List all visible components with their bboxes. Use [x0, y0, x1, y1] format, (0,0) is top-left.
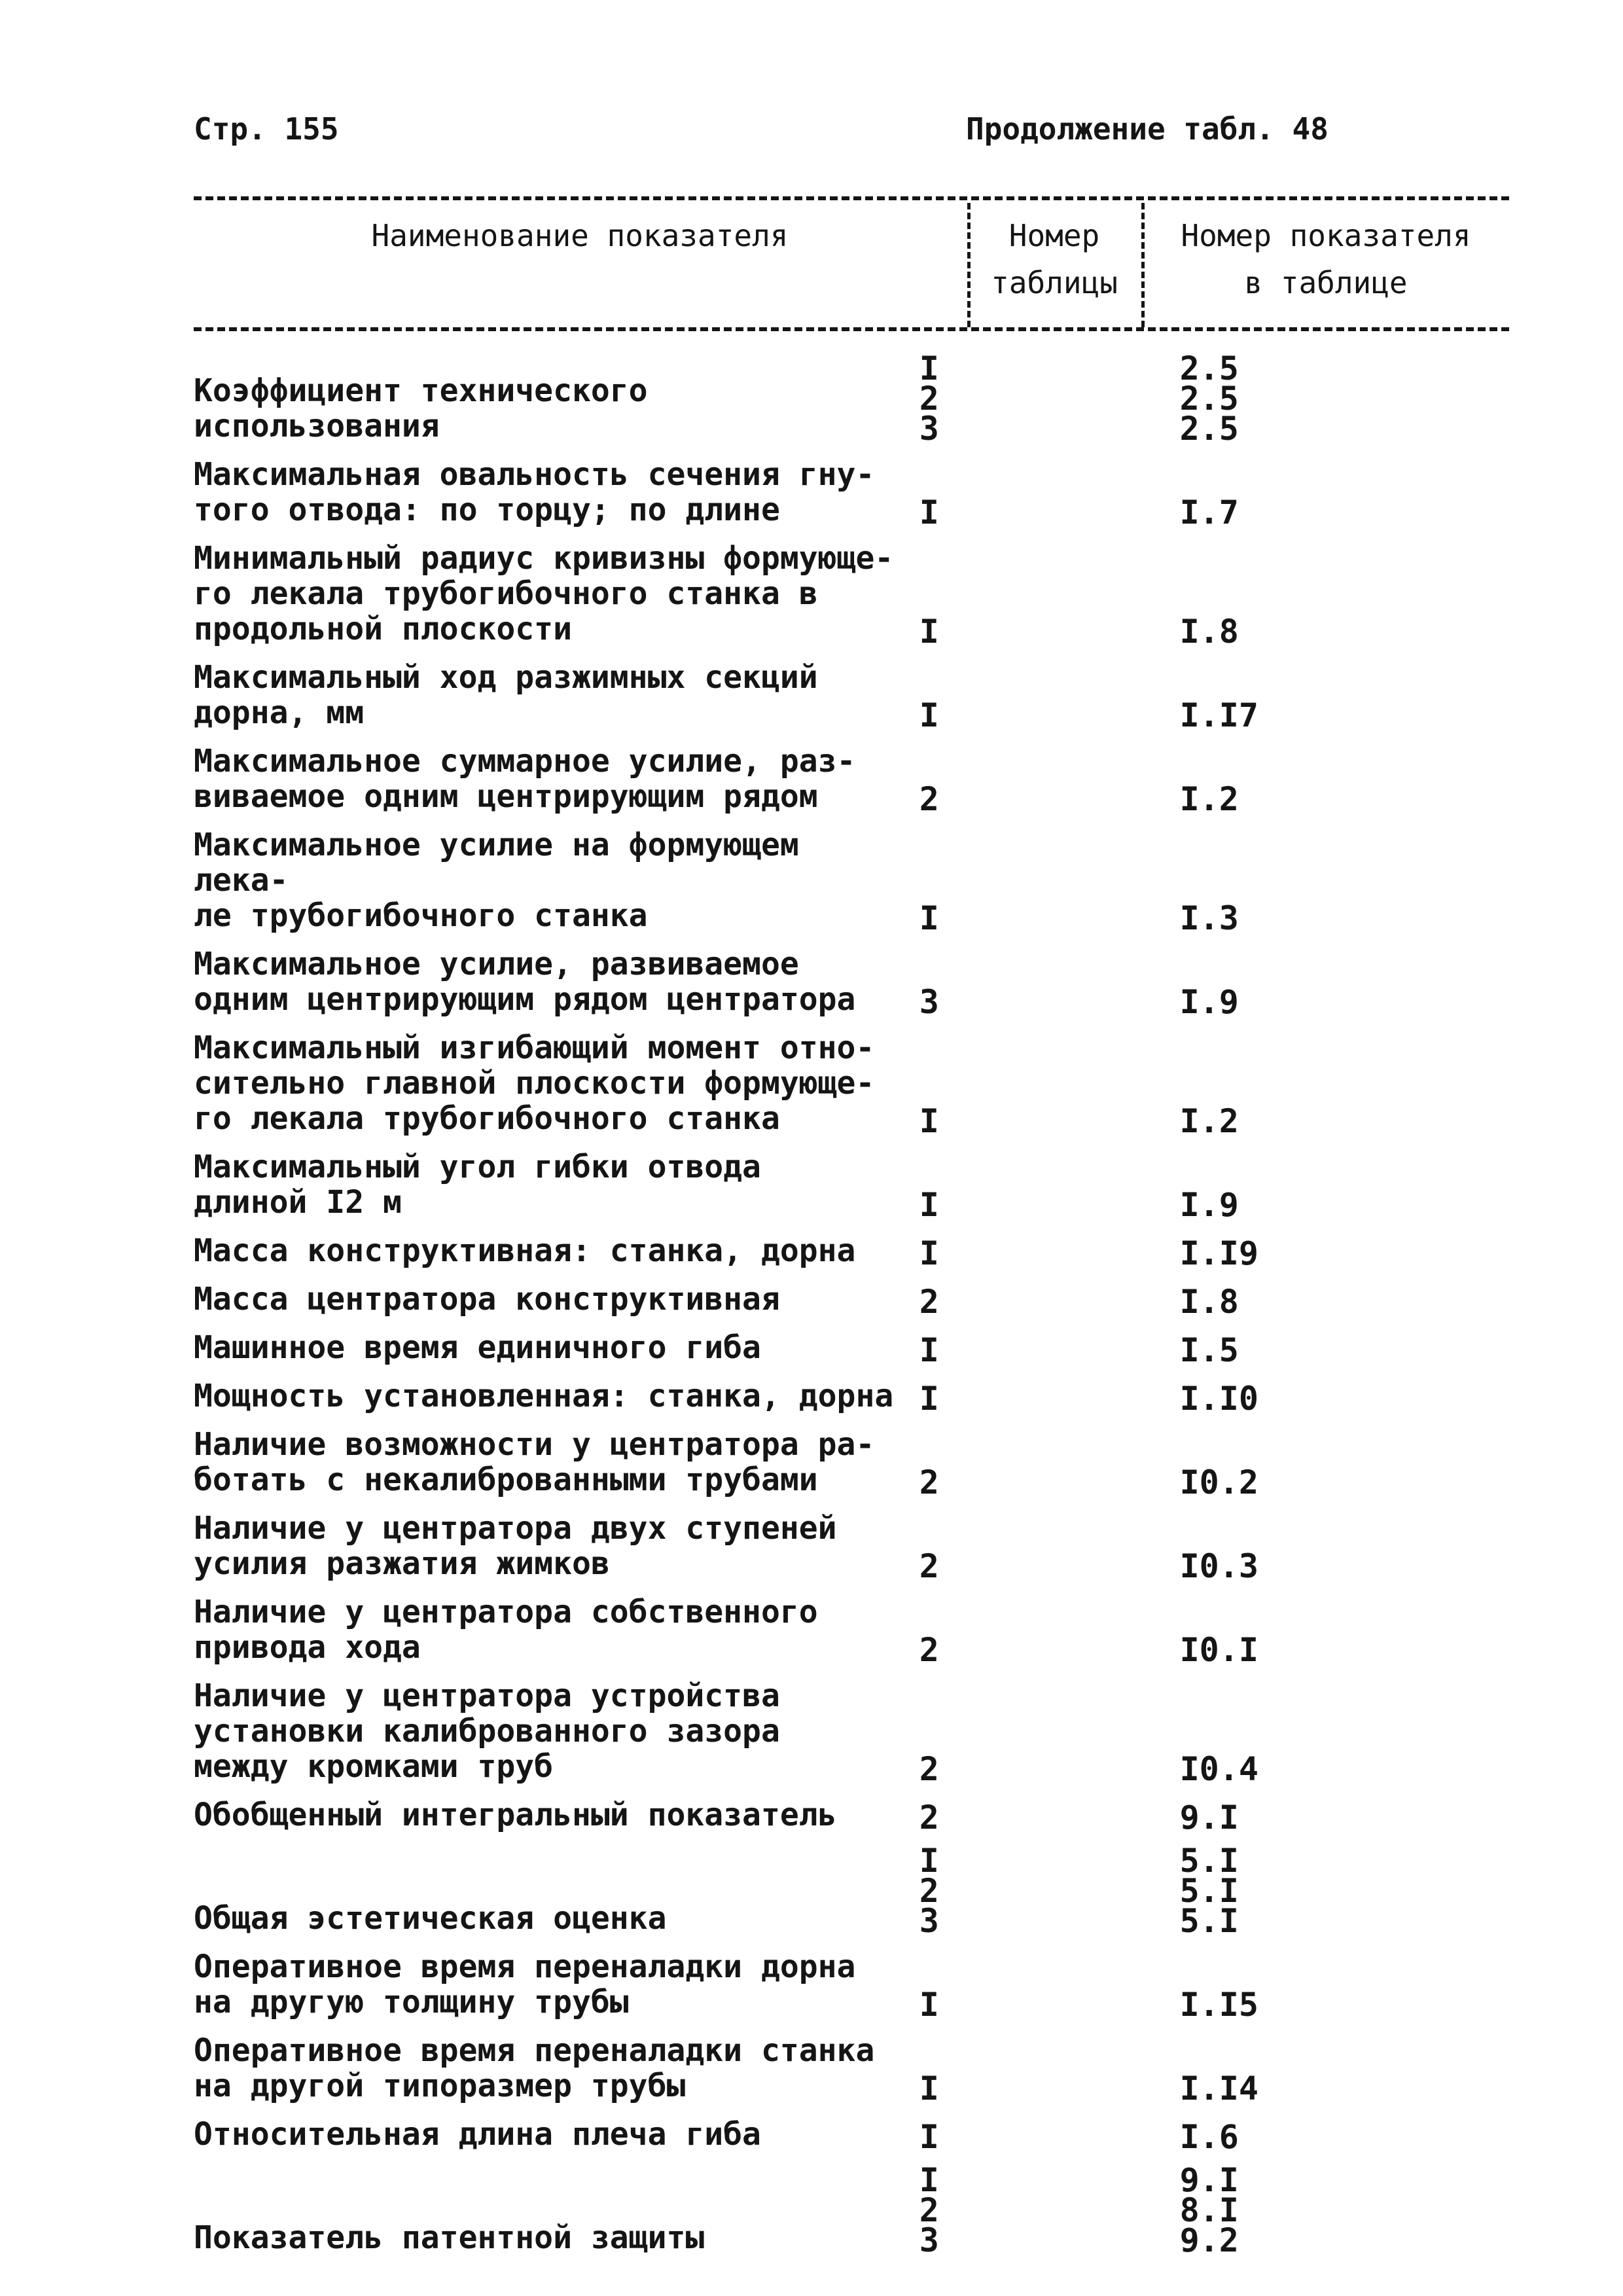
indicator-name: Оперативное время переналадки станка на другой типоразмер трубы	[194, 2032, 875, 2104]
table-number: I	[919, 1186, 939, 1224]
indicator-number: I.9	[1179, 1186, 1239, 1224]
table-continuation-title: Продолжение табл. 48	[966, 111, 1329, 147]
table-row	[194, 743, 1509, 818]
table-number: 2	[919, 1463, 939, 1501]
table-top-rule	[194, 196, 1509, 200]
table-number: I 2 3	[919, 1842, 939, 1940]
table-number: 2	[919, 1750, 939, 1788]
table-number: I	[919, 613, 939, 651]
indicator-number: 9.I	[1179, 1799, 1239, 1837]
table-number: I	[919, 1986, 939, 2024]
page-number: Стр. 155	[194, 111, 339, 147]
table-number: I	[919, 1380, 939, 1418]
indicator-name: Наличие у центратора собственного привода хода	[194, 1594, 818, 1666]
indicator-number: I0.4	[1179, 1750, 1258, 1788]
indicator-number: I.2	[1179, 780, 1239, 818]
table-row	[194, 659, 1509, 734]
indicator-number: I.3	[1179, 899, 1239, 937]
table-number: I	[919, 696, 939, 734]
table-row	[194, 350, 1509, 448]
column-divider	[967, 203, 971, 327]
indicator-number: I.7	[1179, 493, 1239, 531]
table-number: I	[919, 1234, 939, 1272]
table-number: 2	[919, 1547, 939, 1585]
table-row	[194, 540, 1509, 651]
table-row	[194, 1797, 1509, 1837]
table-number: 2	[919, 780, 939, 818]
indicator-number: I.8	[1179, 1283, 1239, 1321]
indicator-number: 9.I 8.I 9.2	[1179, 2161, 1239, 2259]
indicator-name: Максимальное усилие, развиваемое одним центрирующим рядом центратора	[194, 946, 856, 1018]
indicator-name: Масса центратора конструктивная	[194, 1281, 780, 1318]
table-row	[194, 1030, 1509, 1140]
table-row	[194, 1948, 1509, 2024]
indicator-name: Максимальное усилие на формующем лека- ле трубогибочного станка	[194, 827, 799, 934]
table-row	[194, 2161, 1509, 2259]
indicator-name: Коэффициент технического использования	[194, 372, 648, 444]
indicator-name: Масса конструктивная: станка, дорна	[194, 1232, 856, 1269]
indicator-number: 2.5 2.5 2.5	[1179, 350, 1239, 448]
indicator-name: Обобщенный интегральный показатель	[194, 1797, 837, 1833]
table-number: 2	[919, 1631, 939, 1669]
table-row	[194, 2116, 1509, 2156]
indicator-number: I.I4	[1179, 2070, 1258, 2108]
table-row	[194, 1281, 1509, 1321]
indicator-name: Максимальная овальность сечения гну- того отвода: по торцу; по длине	[194, 456, 875, 528]
table-row	[194, 1426, 1509, 1501]
table-row	[194, 946, 1509, 1021]
indicator-number: I.6	[1179, 2118, 1239, 2156]
indicator-number: 5.I 5.I 5.I	[1179, 1842, 1239, 1940]
table-row	[194, 1329, 1509, 1369]
indicator-number: I.I9	[1179, 1234, 1258, 1272]
table-body	[194, 350, 1509, 2269]
table-row	[194, 827, 1509, 937]
table-row	[194, 1378, 1509, 1418]
column-header-name: Наименование показателя	[371, 218, 789, 253]
indicator-name: Минимальный радиус кривизны формующе- го лекала трубогибочного станка в продольной плоскости	[194, 540, 894, 647]
table-number: I	[919, 1102, 939, 1140]
indicator-number: I.8	[1179, 613, 1239, 651]
table-number: 2	[919, 1799, 939, 1837]
page-header	[194, 111, 1391, 164]
table-row	[194, 1510, 1509, 1585]
indicator-name: Показатель патентной защиты	[194, 2219, 705, 2256]
indicator-name: Максимальный изгибающий момент отно- сительно главной плоскости формующе- го лекала трубогибочного станка	[194, 1030, 875, 1137]
indicator-number: I0.3	[1179, 1547, 1258, 1585]
indicator-name: Наличие у центратора устройства установки калиброванного зазора между кромками труб	[194, 1677, 780, 1785]
table-header	[194, 203, 1509, 327]
column-header-table: Номер таблицы	[991, 218, 1118, 300]
indicator-name: Максимальный угол гибки отвода длиной I2 м	[194, 1149, 761, 1221]
indicator-number: I.I5	[1179, 1986, 1258, 2024]
column-header-index: Номер показателя в таблице	[1181, 218, 1471, 300]
table-row	[194, 1842, 1509, 1940]
indicator-number: I0.2	[1179, 1463, 1258, 1501]
table-row	[194, 1677, 1509, 1788]
indicator-number: I.5	[1179, 1331, 1239, 1369]
indicator-name: Оперативное время переналадки дорна на другую толщину трубы	[194, 1948, 856, 2020]
indicator-name: Наличие возможности у центратора ра- ботать с некалиброванными трубами	[194, 1426, 875, 1498]
table-row	[194, 456, 1509, 531]
table-number: I	[919, 1331, 939, 1369]
indicator-number: I.I7	[1179, 696, 1258, 734]
indicator-name: Машинное время единичного гиба	[194, 1329, 761, 1366]
indicator-name: Наличие у центратора двух ступеней усилия разжатия жимков	[194, 1510, 837, 1582]
table-row	[194, 1594, 1509, 1669]
indicator-number: I.2	[1179, 1102, 1239, 1140]
indicator-number: I.I0	[1179, 1380, 1258, 1418]
table-number: I 2 3	[919, 350, 939, 448]
table-number: 2	[919, 1283, 939, 1321]
indicator-name: Общая эстетическая оценка	[194, 1900, 667, 1937]
table-number: I 2 3	[919, 2161, 939, 2259]
table-number: I	[919, 2070, 939, 2108]
indicator-name: Мощность установленная: станка, дорна	[194, 1378, 894, 1414]
indicator-name: Максимальное суммарное усилие, раз- виваемое одним центрирующим рядом	[194, 743, 856, 815]
table-number: I	[919, 2118, 939, 2156]
indicator-name: Относительная длина плеча гиба	[194, 2116, 761, 2153]
indicator-number: I.9	[1179, 983, 1239, 1021]
indicator-number: I0.I	[1179, 1631, 1258, 1669]
table-number: I	[919, 899, 939, 937]
indicator-name: Максимальный ход разжимных секций дорна, мм	[194, 659, 818, 731]
table-number: 3	[919, 983, 939, 1021]
table-row	[194, 2032, 1509, 2108]
table-row	[194, 1232, 1509, 1272]
table-number: I	[919, 493, 939, 531]
table-row	[194, 1149, 1509, 1224]
table-header-rule	[194, 327, 1509, 331]
